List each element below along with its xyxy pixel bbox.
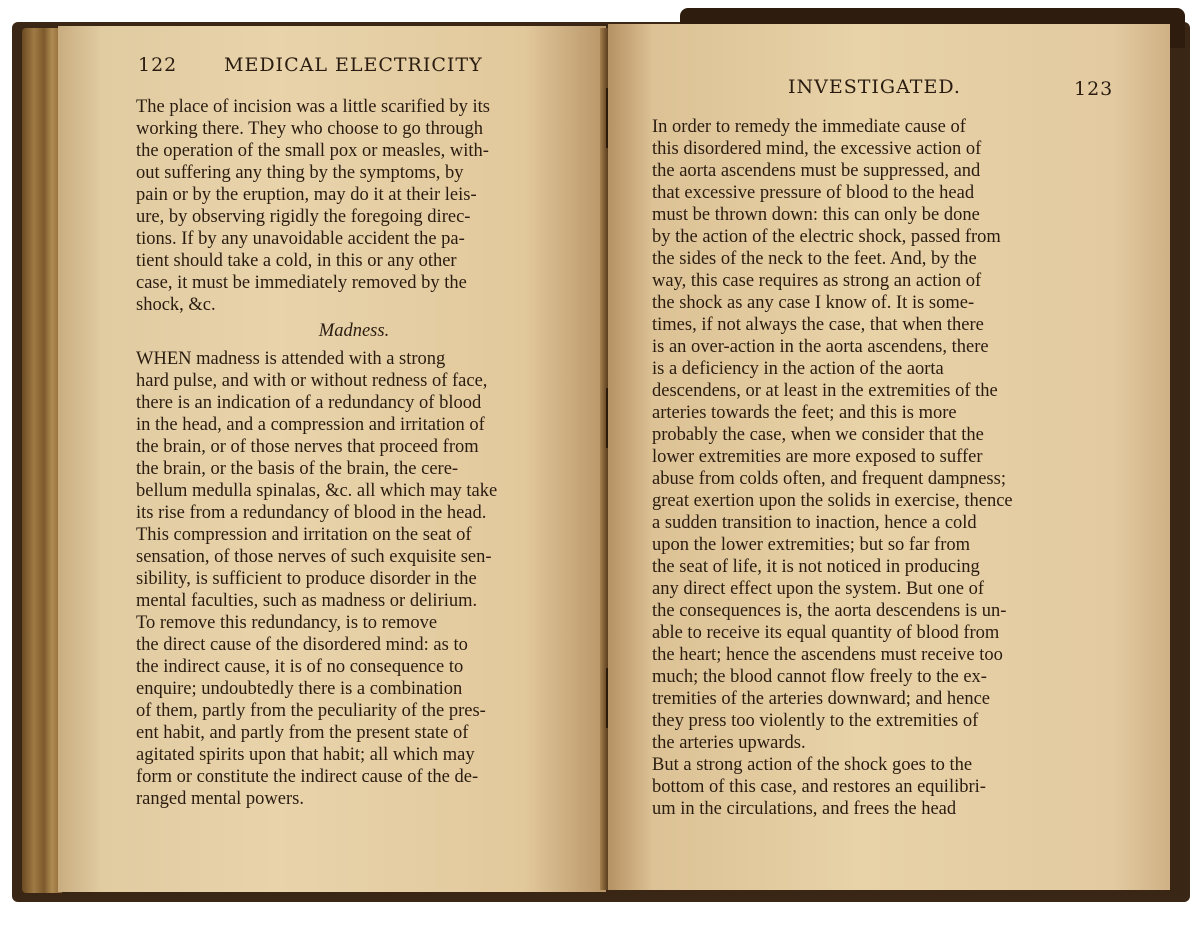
left-page-number: 122	[138, 54, 178, 76]
left-body-bottom	[136, 348, 572, 810]
text-line: the shock as any case I know of. It is some-	[652, 293, 975, 313]
left-page	[58, 26, 606, 892]
text-line: tions. If by any unavoidable accident the pa-	[136, 229, 465, 249]
left-body-top	[136, 96, 572, 316]
text-line: In order to remedy the immediate cause of	[652, 117, 966, 137]
text-line: But a strong action of the shock goes to the	[652, 755, 973, 775]
text-line: WHEN madness is attended with a strong	[136, 349, 446, 369]
left-running-head: MEDICAL ELECTRICITY	[224, 54, 483, 76]
page-edges	[22, 28, 62, 893]
text-line: the arteries upwards.	[652, 733, 806, 753]
text-line: bellum medulla spinalas, &c. all which may take	[136, 481, 498, 501]
text-line: of them, partly from the peculiarity of the pres-	[136, 701, 486, 721]
text-line: arteries towards the feet; and this is more	[652, 403, 957, 423]
text-line: a sudden transition to inaction, hence a cold	[652, 513, 977, 533]
text-line: way, this case requires as strong an action of	[652, 271, 982, 291]
right-page-number: 123	[1074, 78, 1114, 100]
text-line: the heart; hence the ascendens must receive too	[652, 645, 1003, 665]
text-line: sibility, is sufficient to produce disorder in the	[136, 569, 477, 589]
text-line: enquire; undoubtedly there is a combination	[136, 679, 463, 699]
text-line: form or constitute the indirect cause of the de-	[136, 767, 479, 787]
right-running-head: INVESTIGATED.	[788, 76, 961, 98]
text-line: the sides of the neck to the feet. And, by the	[652, 249, 977, 269]
text-line: they press too violently to the extremities of	[652, 711, 979, 731]
text-line: the consequences is, the aorta descendens is un-	[652, 601, 1007, 621]
text-line: must be thrown down: this can only be done	[652, 205, 980, 225]
text-line: the seat of life, it is not noticed in producing	[652, 557, 980, 577]
text-line: pain or by the eruption, may do it at their leis-	[136, 185, 477, 205]
text-line: mental faculties, such as madness or delirium.	[136, 591, 478, 611]
text-line: case, it must be immediately removed by the	[136, 273, 467, 293]
text-line: any direct effect upon the system. But one of	[652, 579, 985, 599]
text-line: is an over-action in the aorta ascendens, there	[652, 337, 989, 357]
text-line: out suffering any thing by the symptoms, by	[136, 163, 464, 183]
text-line: this disordered mind, the excessive action of	[652, 139, 982, 159]
text-line: the operation of the small pox or measles, with-	[136, 141, 489, 161]
text-line: sensation, of those nerves of such exquisite sen-	[136, 547, 492, 567]
text-line: the indirect cause, it is of no consequence to	[136, 657, 464, 677]
text-line: the aorta ascendens must be suppressed, and	[652, 161, 981, 181]
text-line: tient should take a cold, in this or any other	[136, 251, 457, 271]
text-line: um in the circulations, and frees the head	[652, 799, 957, 819]
text-line: ent habit, and partly from the present state of	[136, 723, 469, 743]
text-line: is a deficiency in the action of the aorta	[652, 359, 944, 379]
text-line: by the action of the electric shock, passed from	[652, 227, 1001, 247]
text-line: working there. They who choose to go through	[136, 119, 483, 139]
text-line: the brain, or the basis of the brain, the cere-	[136, 459, 459, 479]
text-line: probably the case, when we consider that the	[652, 425, 984, 445]
text-line: ure, by observing rigidly the foregoing direc-	[136, 207, 471, 227]
text-line: bottom of this case, and restores an equilibri-	[652, 777, 986, 797]
text-line: shock, &c.	[136, 295, 216, 315]
right-body	[652, 116, 1088, 820]
text-line: the direct cause of the disordered mind: as to	[136, 635, 468, 655]
text-line: its rise from a redundancy of blood in the head.	[136, 503, 487, 523]
text-line: the brain, or of those nerves that proceed from	[136, 437, 479, 457]
text-line: To remove this redundancy, is to remove	[136, 613, 438, 633]
text-line: upon the lower extremities; but so far from	[652, 535, 971, 555]
text-line: times, if not always the case, that when there	[652, 315, 984, 335]
section-heading	[136, 320, 572, 342]
text-line: abuse from colds often, and frequent dampness;	[652, 469, 1006, 489]
text-line: great exertion upon the solids in exercise, thence	[652, 491, 1013, 511]
text-line: there is an indication of a redundancy of blood	[136, 393, 482, 413]
right-page	[608, 24, 1170, 890]
open-book	[12, 8, 1190, 913]
text-line: much; the blood cannot flow freely to the ex-	[652, 667, 987, 687]
text-line: lower extremities are more exposed to suffer	[652, 447, 983, 467]
text-line: ranged mental powers.	[136, 789, 304, 809]
madness-heading: Madness.	[318, 321, 390, 341]
text-line: tremities of the arteries downward; and hence	[652, 689, 991, 709]
text-line: descendens, or at least in the extremities of the	[652, 381, 998, 401]
text-line: in the head, and a compression and irritation of	[136, 415, 485, 435]
text-line: able to receive its equal quantity of blood from	[652, 623, 1000, 643]
text-line: agitated spirits upon that habit; all which may	[136, 745, 475, 765]
text-line: that excessive pressure of blood to the head	[652, 183, 975, 203]
text-line: The place of incision was a little scarified by its	[136, 97, 490, 117]
text-line: This compression and irritation on the seat of	[136, 525, 472, 545]
text-line: hard pulse, and with or without redness of face,	[136, 371, 488, 391]
